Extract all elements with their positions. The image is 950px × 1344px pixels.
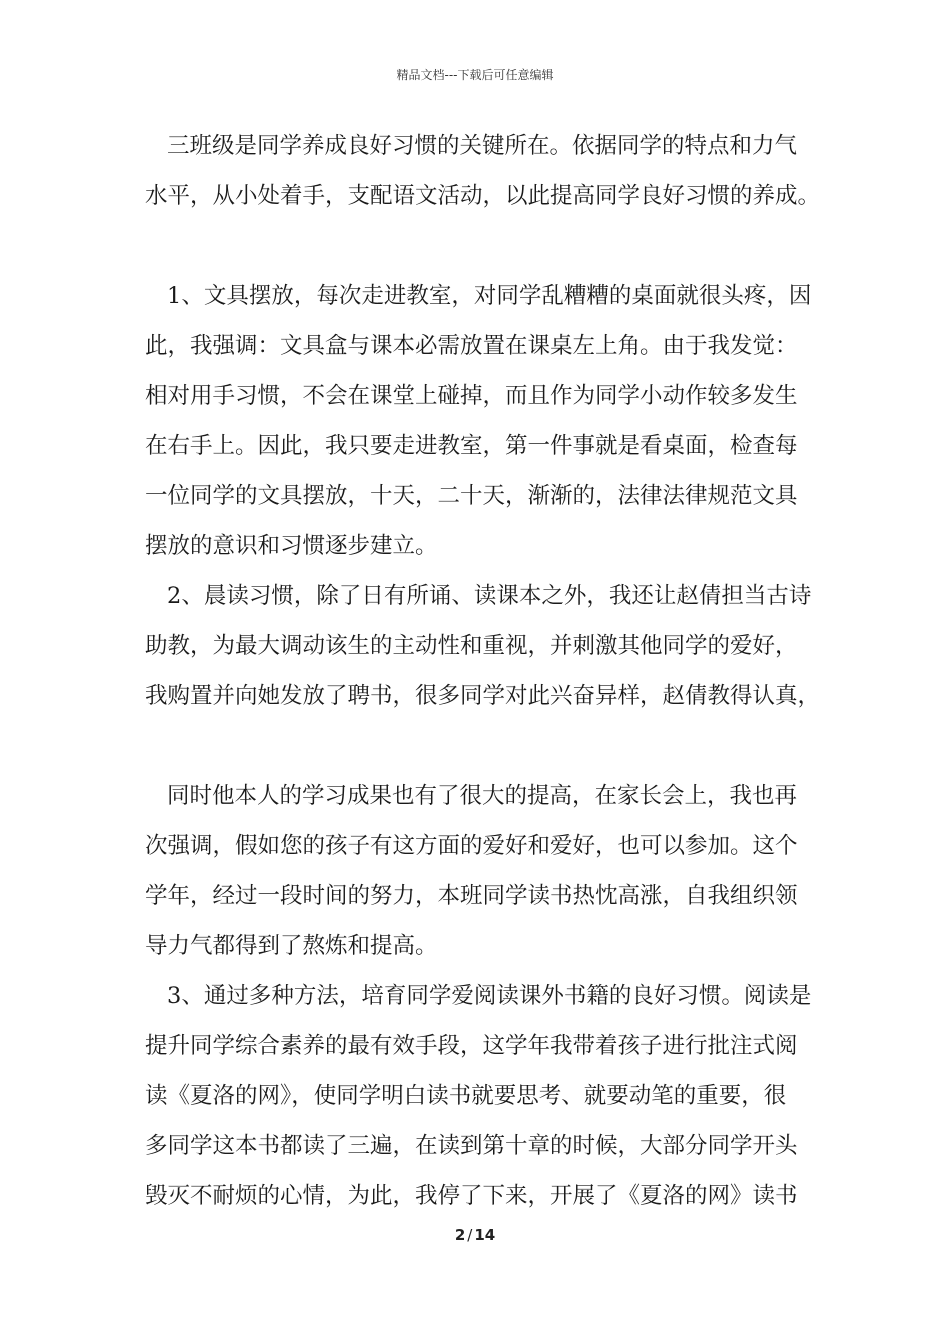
paragraph-2-line-6: 摆放的意识和习惯逐步建立。	[145, 533, 438, 559]
paragraph-5-line-4: 多同学这本书都读了三遍，在读到第十章的时候，大部分同学开头	[145, 1133, 798, 1159]
paragraph-5-line-2: 提升同学综合素养的最有效手段，这学年我带着孩子进行批注式阅	[145, 1033, 798, 1059]
page-number	[0, 1226, 950, 1244]
paragraph-4-line-4: 导力气都得到了熬炼和提高。	[145, 933, 438, 959]
total-pages: 14	[474, 1226, 496, 1244]
paragraph-2-line-2: 此，我强调：文具盒与课本必需放置在课桌左上角。由于我发觉：	[145, 333, 798, 359]
paragraph-5-line-5: 毁灭不耐烦的心情，为此，我停了下来，开展了《夏洛的网》读书	[145, 1183, 798, 1209]
paragraph-3-line-3: 我购置并向她发放了聘书，很多同学对此兴奋异样，赵倩教得认真，	[145, 683, 821, 709]
paragraph-4-line-2: 次强调，假如您的孩子有这方面的爱好和爱好，也可以参加。这个	[145, 833, 798, 859]
paragraph-2-line-4: 在右手上。因此，我只要走进教室，第一件事就是看桌面，检查每	[145, 433, 798, 459]
current-page: 2	[454, 1226, 466, 1244]
paragraph-3-line-2: 助教，为最大调动该生的主动性和重视，并刺激其他同学的爱好，	[145, 633, 798, 659]
paragraph-4-line-1: 同时他本人的学习成果也有了很大的提高，在家长会上，我也再	[167, 783, 798, 809]
paragraph-2-line-1: 1、文具摆放，每次走进教室，对同学乱糟糟的桌面就很头疼，因	[167, 283, 812, 309]
paragraph-1-line-2: 水平，从小处着手，支配语文活动，以此提高同学良好习惯的养成。	[145, 183, 821, 209]
paragraph-2-line-3: 相对用手习惯，不会在课堂上碰掉，而且作为同学小动作较多发生	[145, 383, 798, 409]
paragraph-3-line-1: 2、晨读习惯，除了日有所诵、读课本之外，我还让赵倩担当古诗	[167, 583, 812, 609]
paragraph-5-line-1: 3、通过多种方法，培育同学爱阅读课外书籍的良好习惯。阅读是	[167, 983, 812, 1009]
page-separator: /	[467, 1226, 473, 1244]
paragraph-1-line-1: 三班级是同学养成良好习惯的关键所在。依据同学的特点和力气	[167, 133, 798, 159]
paragraph-4-line-3: 学年，经过一段时间的努力，本班同学读书热忱高涨，自我组织领	[145, 883, 798, 909]
page-header: 精品文档---下载后可任意编辑	[396, 68, 554, 82]
paragraph-2-line-5: 一位同学的文具摆放，十天，二十天，渐渐的，法律法律规范文具	[145, 483, 798, 509]
paragraph-5-line-3: 读《夏洛的网》，使同学明白读书就要思考、就要动笔的重要，很	[145, 1083, 787, 1109]
